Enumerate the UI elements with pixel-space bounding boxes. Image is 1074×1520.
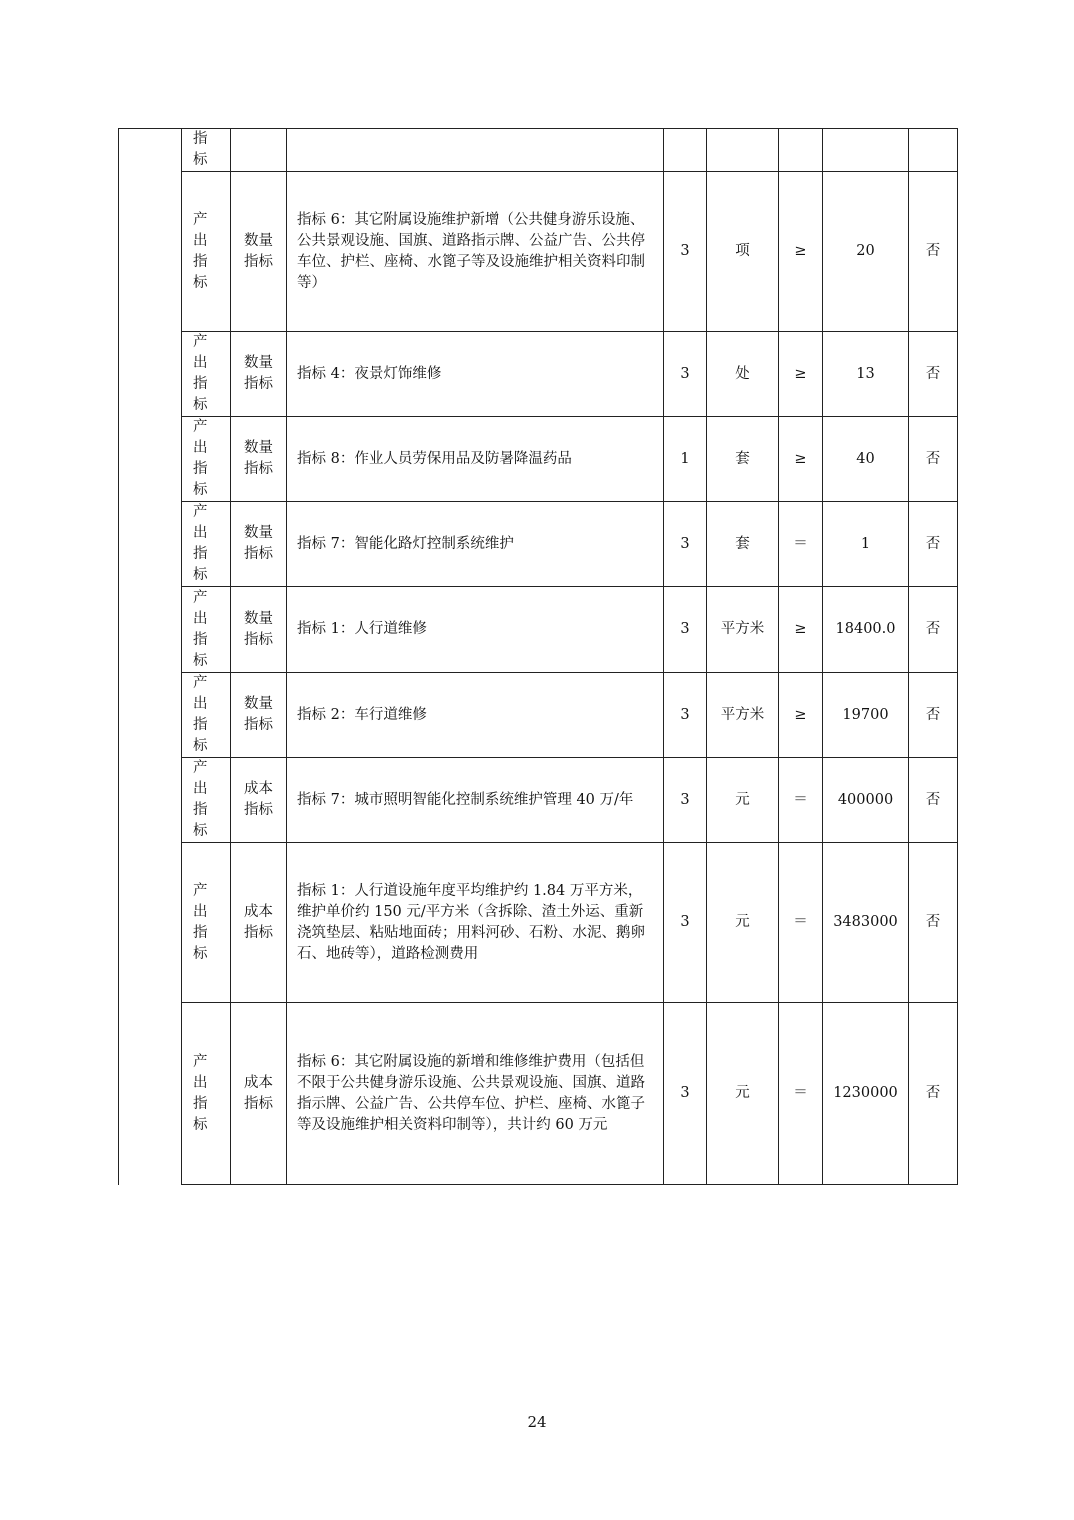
category-char: 出 bbox=[193, 696, 208, 712]
weight-cell-text: 1 bbox=[680, 450, 690, 467]
target-value-cell-text: 1 bbox=[860, 535, 871, 552]
category-cell-text bbox=[193, 1052, 230, 1136]
category-char: 指 bbox=[193, 461, 208, 477]
operator-cell-text: ≥ bbox=[794, 706, 807, 723]
left-blank-column bbox=[119, 129, 182, 1185]
unit-cell-text: 处 bbox=[735, 365, 750, 382]
target-value-cell-text: 3483000 bbox=[833, 914, 898, 930]
flag-cell bbox=[909, 417, 958, 502]
category-char: 标 bbox=[193, 823, 208, 839]
indicator-cell bbox=[287, 758, 664, 843]
operator-cell bbox=[779, 172, 823, 332]
category-char: 标 bbox=[193, 567, 208, 583]
category-char: 指 bbox=[193, 131, 208, 147]
flag-cell-text: 否 bbox=[925, 450, 941, 467]
table-row-continuation bbox=[119, 129, 958, 172]
target-value-cell bbox=[823, 502, 909, 587]
subcategory-cell bbox=[231, 172, 287, 332]
operator-cell-text: ＝ bbox=[793, 1085, 808, 1101]
table-row bbox=[119, 758, 958, 843]
table-row bbox=[119, 417, 958, 502]
category-cell-text bbox=[193, 332, 230, 416]
flag-cell bbox=[909, 587, 958, 673]
empty-cell bbox=[231, 129, 287, 172]
target-value-cell bbox=[823, 332, 909, 417]
indicator-cell bbox=[287, 172, 664, 332]
category-cell bbox=[182, 587, 231, 673]
flag-cell-text: 否 bbox=[925, 243, 941, 259]
table-row bbox=[119, 587, 958, 673]
weight-cell-text: 3 bbox=[680, 621, 690, 637]
operator-cell-text: ＝ bbox=[793, 914, 808, 930]
category-char: 产 bbox=[193, 882, 208, 899]
subcategory-cell-text: 成本指标 bbox=[244, 781, 273, 818]
category-char: 标 bbox=[193, 482, 208, 498]
category-char: 指 bbox=[193, 802, 208, 818]
flag-cell-text: 否 bbox=[925, 914, 941, 930]
category-cell bbox=[182, 673, 231, 758]
category-cell bbox=[182, 1003, 231, 1185]
weight-cell-text: 3 bbox=[680, 791, 690, 808]
subcategory-cell bbox=[231, 332, 287, 417]
operator-cell-text: ≥ bbox=[794, 450, 807, 467]
category-cell bbox=[182, 332, 231, 417]
unit-cell bbox=[707, 502, 779, 587]
unit-cell-text: 套 bbox=[735, 450, 750, 467]
unit-cell-text: 平方米 bbox=[720, 621, 765, 637]
indicator-cell-text: 指标 4：夜景灯饰维修 bbox=[297, 365, 442, 382]
unit-cell bbox=[707, 417, 779, 502]
unit-cell-text: 元 bbox=[735, 914, 750, 930]
weight-cell-text: 3 bbox=[680, 914, 690, 930]
unit-cell bbox=[707, 587, 779, 673]
unit-cell-text: 项 bbox=[735, 243, 750, 259]
category-char: 产 bbox=[193, 419, 208, 435]
performance-indicator-table bbox=[118, 128, 958, 1185]
unit-cell-text: 平方米 bbox=[720, 706, 765, 723]
table-row bbox=[119, 1003, 958, 1185]
subcategory-cell-text: 数量指标 bbox=[244, 355, 273, 392]
flag-cell bbox=[909, 843, 958, 1003]
subcategory-cell bbox=[231, 587, 287, 673]
unit-cell bbox=[707, 673, 779, 758]
flag-cell-text: 否 bbox=[925, 791, 941, 808]
category-cell-text bbox=[193, 673, 230, 757]
category-char: 产 bbox=[193, 589, 208, 606]
operator-cell bbox=[779, 417, 823, 502]
operator-cell-text: ＝ bbox=[793, 535, 808, 552]
weight-cell-text: 3 bbox=[680, 365, 690, 382]
category-char: 出 bbox=[193, 355, 208, 371]
empty-cell bbox=[287, 129, 664, 172]
indicator-cell bbox=[287, 417, 664, 502]
operator-cell bbox=[779, 673, 823, 758]
category-char: 产 bbox=[193, 1053, 208, 1070]
subcategory-cell-text: 成本指标 bbox=[244, 903, 273, 941]
category-char: 出 bbox=[193, 610, 208, 627]
weight-cell bbox=[664, 1003, 707, 1185]
operator-cell bbox=[779, 843, 823, 1003]
target-value-cell-text: 40 bbox=[856, 450, 875, 467]
unit-cell bbox=[707, 172, 779, 332]
category-char: 标 bbox=[193, 652, 208, 669]
unit-cell bbox=[707, 758, 779, 843]
category-char: 产 bbox=[193, 760, 208, 776]
category-char: 出 bbox=[193, 525, 208, 541]
category-char: 标 bbox=[193, 274, 208, 291]
subcategory-cell bbox=[231, 673, 287, 758]
category-char: 产 bbox=[193, 211, 208, 228]
indicator-cell bbox=[287, 587, 664, 673]
indicator-cell bbox=[287, 1003, 664, 1185]
weight-cell-text: 3 bbox=[680, 706, 690, 723]
category-char: 指 bbox=[193, 924, 208, 941]
indicator-cell bbox=[287, 843, 664, 1003]
indicator-cell-text: 指标 6：其它附属设施维护新增（公共健身游乐设施、公共景观设施、国旗、道路指示牌、公益广告、公共停车位、护栏、座椅、水篦子等及设施维护相关资料印制等） bbox=[297, 211, 645, 291]
flag-cell-text: 否 bbox=[925, 535, 941, 552]
subcategory-cell bbox=[231, 502, 287, 587]
empty-cell bbox=[707, 129, 779, 172]
target-value-cell-text: 400000 bbox=[837, 791, 894, 808]
category-char: 指 bbox=[193, 546, 208, 562]
indicator-cell bbox=[287, 673, 664, 758]
flag-cell bbox=[909, 1003, 958, 1185]
category-char: 指 bbox=[193, 376, 208, 392]
page-number: 24 bbox=[527, 1413, 547, 1431]
target-value-cell bbox=[823, 587, 909, 673]
weight-cell-text: 3 bbox=[680, 535, 690, 552]
flag-cell-text: 否 bbox=[925, 621, 941, 637]
operator-cell-text: ≥ bbox=[794, 621, 807, 637]
flag-cell bbox=[909, 172, 958, 332]
operator-cell bbox=[779, 587, 823, 673]
category-char: 标 bbox=[193, 945, 208, 962]
unit-cell-text: 元 bbox=[735, 791, 750, 808]
category-cell-text bbox=[193, 502, 230, 586]
empty-cell bbox=[909, 129, 958, 172]
operator-cell bbox=[779, 758, 823, 843]
subcategory-cell-text: 数量指标 bbox=[244, 440, 273, 477]
indicator-cell-text: 指标 1：人行道设施年度平均维护约 1.84 万平方米，维护单价约 150 元/平方米（含拆除、渣土外运、重新浇筑垫层、粘贴地面砖；用料河砂、石粉、水泥、鹅卵石、地砖等），道路检测费用 bbox=[297, 882, 645, 962]
category-cell bbox=[182, 502, 231, 587]
category-cell-text bbox=[193, 417, 230, 501]
flag-cell bbox=[909, 502, 958, 587]
indicator-cell bbox=[287, 332, 664, 417]
operator-cell bbox=[779, 332, 823, 417]
weight-cell bbox=[664, 502, 707, 587]
category-cell bbox=[182, 843, 231, 1003]
subcategory-cell bbox=[231, 1003, 287, 1185]
subcategory-cell-text: 成本指标 bbox=[244, 1074, 273, 1112]
target-value-cell-text: 1230000 bbox=[833, 1085, 898, 1101]
weight-cell-text: 3 bbox=[680, 243, 690, 259]
table-row bbox=[119, 673, 958, 758]
operator-cell-text: ≥ bbox=[794, 365, 807, 382]
operator-cell bbox=[779, 1003, 823, 1185]
category-char: 指 bbox=[193, 1095, 208, 1112]
flag-cell bbox=[909, 673, 958, 758]
table-row bbox=[119, 332, 958, 417]
category-char: 出 bbox=[193, 232, 208, 249]
category-char: 产 bbox=[193, 675, 208, 691]
category-cell bbox=[182, 172, 231, 332]
target-value-cell bbox=[823, 417, 909, 502]
subcategory-cell-text: 数量指标 bbox=[244, 610, 273, 648]
empty-cell bbox=[823, 129, 909, 172]
unit-cell bbox=[707, 843, 779, 1003]
unit-cell-text: 元 bbox=[735, 1085, 750, 1101]
target-value-cell-text: 18400.0 bbox=[835, 621, 896, 637]
empty-cell bbox=[779, 129, 823, 172]
weight-cell bbox=[664, 673, 707, 758]
weight-cell bbox=[664, 417, 707, 502]
indicator-cell-text: 指标 7：城市照明智能化控制系统维护管理 40 万/年 bbox=[297, 791, 634, 808]
category-cell bbox=[182, 417, 231, 502]
category-cell-text bbox=[193, 588, 230, 672]
weight-cell-text: 3 bbox=[680, 1085, 690, 1101]
category-char: 指 bbox=[193, 631, 208, 648]
flag-cell bbox=[909, 332, 958, 417]
category-char: 出 bbox=[193, 1074, 208, 1091]
category-char: 标 bbox=[193, 738, 208, 754]
indicator-cell-text: 指标 2：车行道维修 bbox=[297, 706, 427, 723]
target-value-cell bbox=[823, 843, 909, 1003]
weight-cell bbox=[664, 843, 707, 1003]
weight-cell bbox=[664, 332, 707, 417]
subcategory-cell-text: 数量指标 bbox=[244, 232, 273, 270]
category-char: 指 bbox=[193, 717, 208, 733]
category-char: 出 bbox=[193, 781, 208, 797]
operator-cell-text: ＝ bbox=[793, 791, 808, 808]
indicator-cell-text: 指标 7：智能化路灯控制系统维护 bbox=[297, 535, 514, 552]
table-row bbox=[119, 843, 958, 1003]
flag-cell bbox=[909, 758, 958, 843]
flag-cell-text: 否 bbox=[925, 706, 941, 723]
subcategory-cell-text: 数量指标 bbox=[244, 525, 273, 562]
category-char: 出 bbox=[193, 903, 208, 920]
flag-cell-text: 否 bbox=[925, 1085, 941, 1101]
target-value-cell-text: 20 bbox=[856, 243, 875, 259]
target-value-cell bbox=[823, 1003, 909, 1185]
table-row bbox=[119, 502, 958, 587]
empty-cell bbox=[664, 129, 707, 172]
category-char: 产 bbox=[193, 334, 208, 350]
indicator-cell-text: 指标 6：其它附属设施的新增和维修维护费用（包括但不限于公共健身游乐设施、公共景观设施、国旗、道路指示牌、公益广告、公共停车位、护栏、座椅、水篦子等及设施维护相关资料印制等），共计约 60 万元 bbox=[297, 1053, 645, 1133]
category-cell bbox=[182, 758, 231, 843]
weight-cell bbox=[664, 758, 707, 843]
subcategory-cell bbox=[231, 417, 287, 502]
weight-cell bbox=[664, 172, 707, 332]
category-char: 出 bbox=[193, 440, 208, 456]
indicator-cell bbox=[287, 502, 664, 587]
target-value-cell bbox=[823, 758, 909, 843]
indicator-cell-text: 指标 8：作业人员劳保用品及防暑降温药品 bbox=[297, 450, 572, 467]
target-value-cell-text: 19700 bbox=[842, 706, 889, 723]
category-cell-text bbox=[193, 210, 230, 294]
category-cell-text bbox=[193, 881, 230, 965]
category-char: 产 bbox=[193, 504, 208, 520]
flag-cell-text: 否 bbox=[925, 365, 941, 382]
unit-cell-text: 套 bbox=[735, 535, 750, 552]
target-value-cell bbox=[823, 172, 909, 332]
table-row bbox=[119, 172, 958, 332]
target-value-cell-text: 13 bbox=[856, 365, 875, 382]
category-char: 指 bbox=[193, 253, 208, 270]
unit-cell bbox=[707, 1003, 779, 1185]
category-cell-text bbox=[193, 758, 230, 842]
category-chars-continuation bbox=[193, 129, 230, 171]
target-value-cell bbox=[823, 673, 909, 758]
operator-cell bbox=[779, 502, 823, 587]
indicator-cell-text: 指标 1：人行道维修 bbox=[297, 621, 427, 637]
operator-cell-text: ≥ bbox=[794, 243, 807, 259]
subcategory-cell bbox=[231, 843, 287, 1003]
weight-cell bbox=[664, 587, 707, 673]
category-char: 标 bbox=[193, 397, 208, 413]
category-cell-continuation bbox=[182, 129, 231, 172]
subcategory-cell bbox=[231, 758, 287, 843]
subcategory-cell-text: 数量指标 bbox=[244, 696, 273, 733]
category-char: 标 bbox=[193, 1116, 208, 1133]
category-char: 标 bbox=[193, 152, 208, 168]
table-body bbox=[119, 129, 958, 1185]
unit-cell bbox=[707, 332, 779, 417]
